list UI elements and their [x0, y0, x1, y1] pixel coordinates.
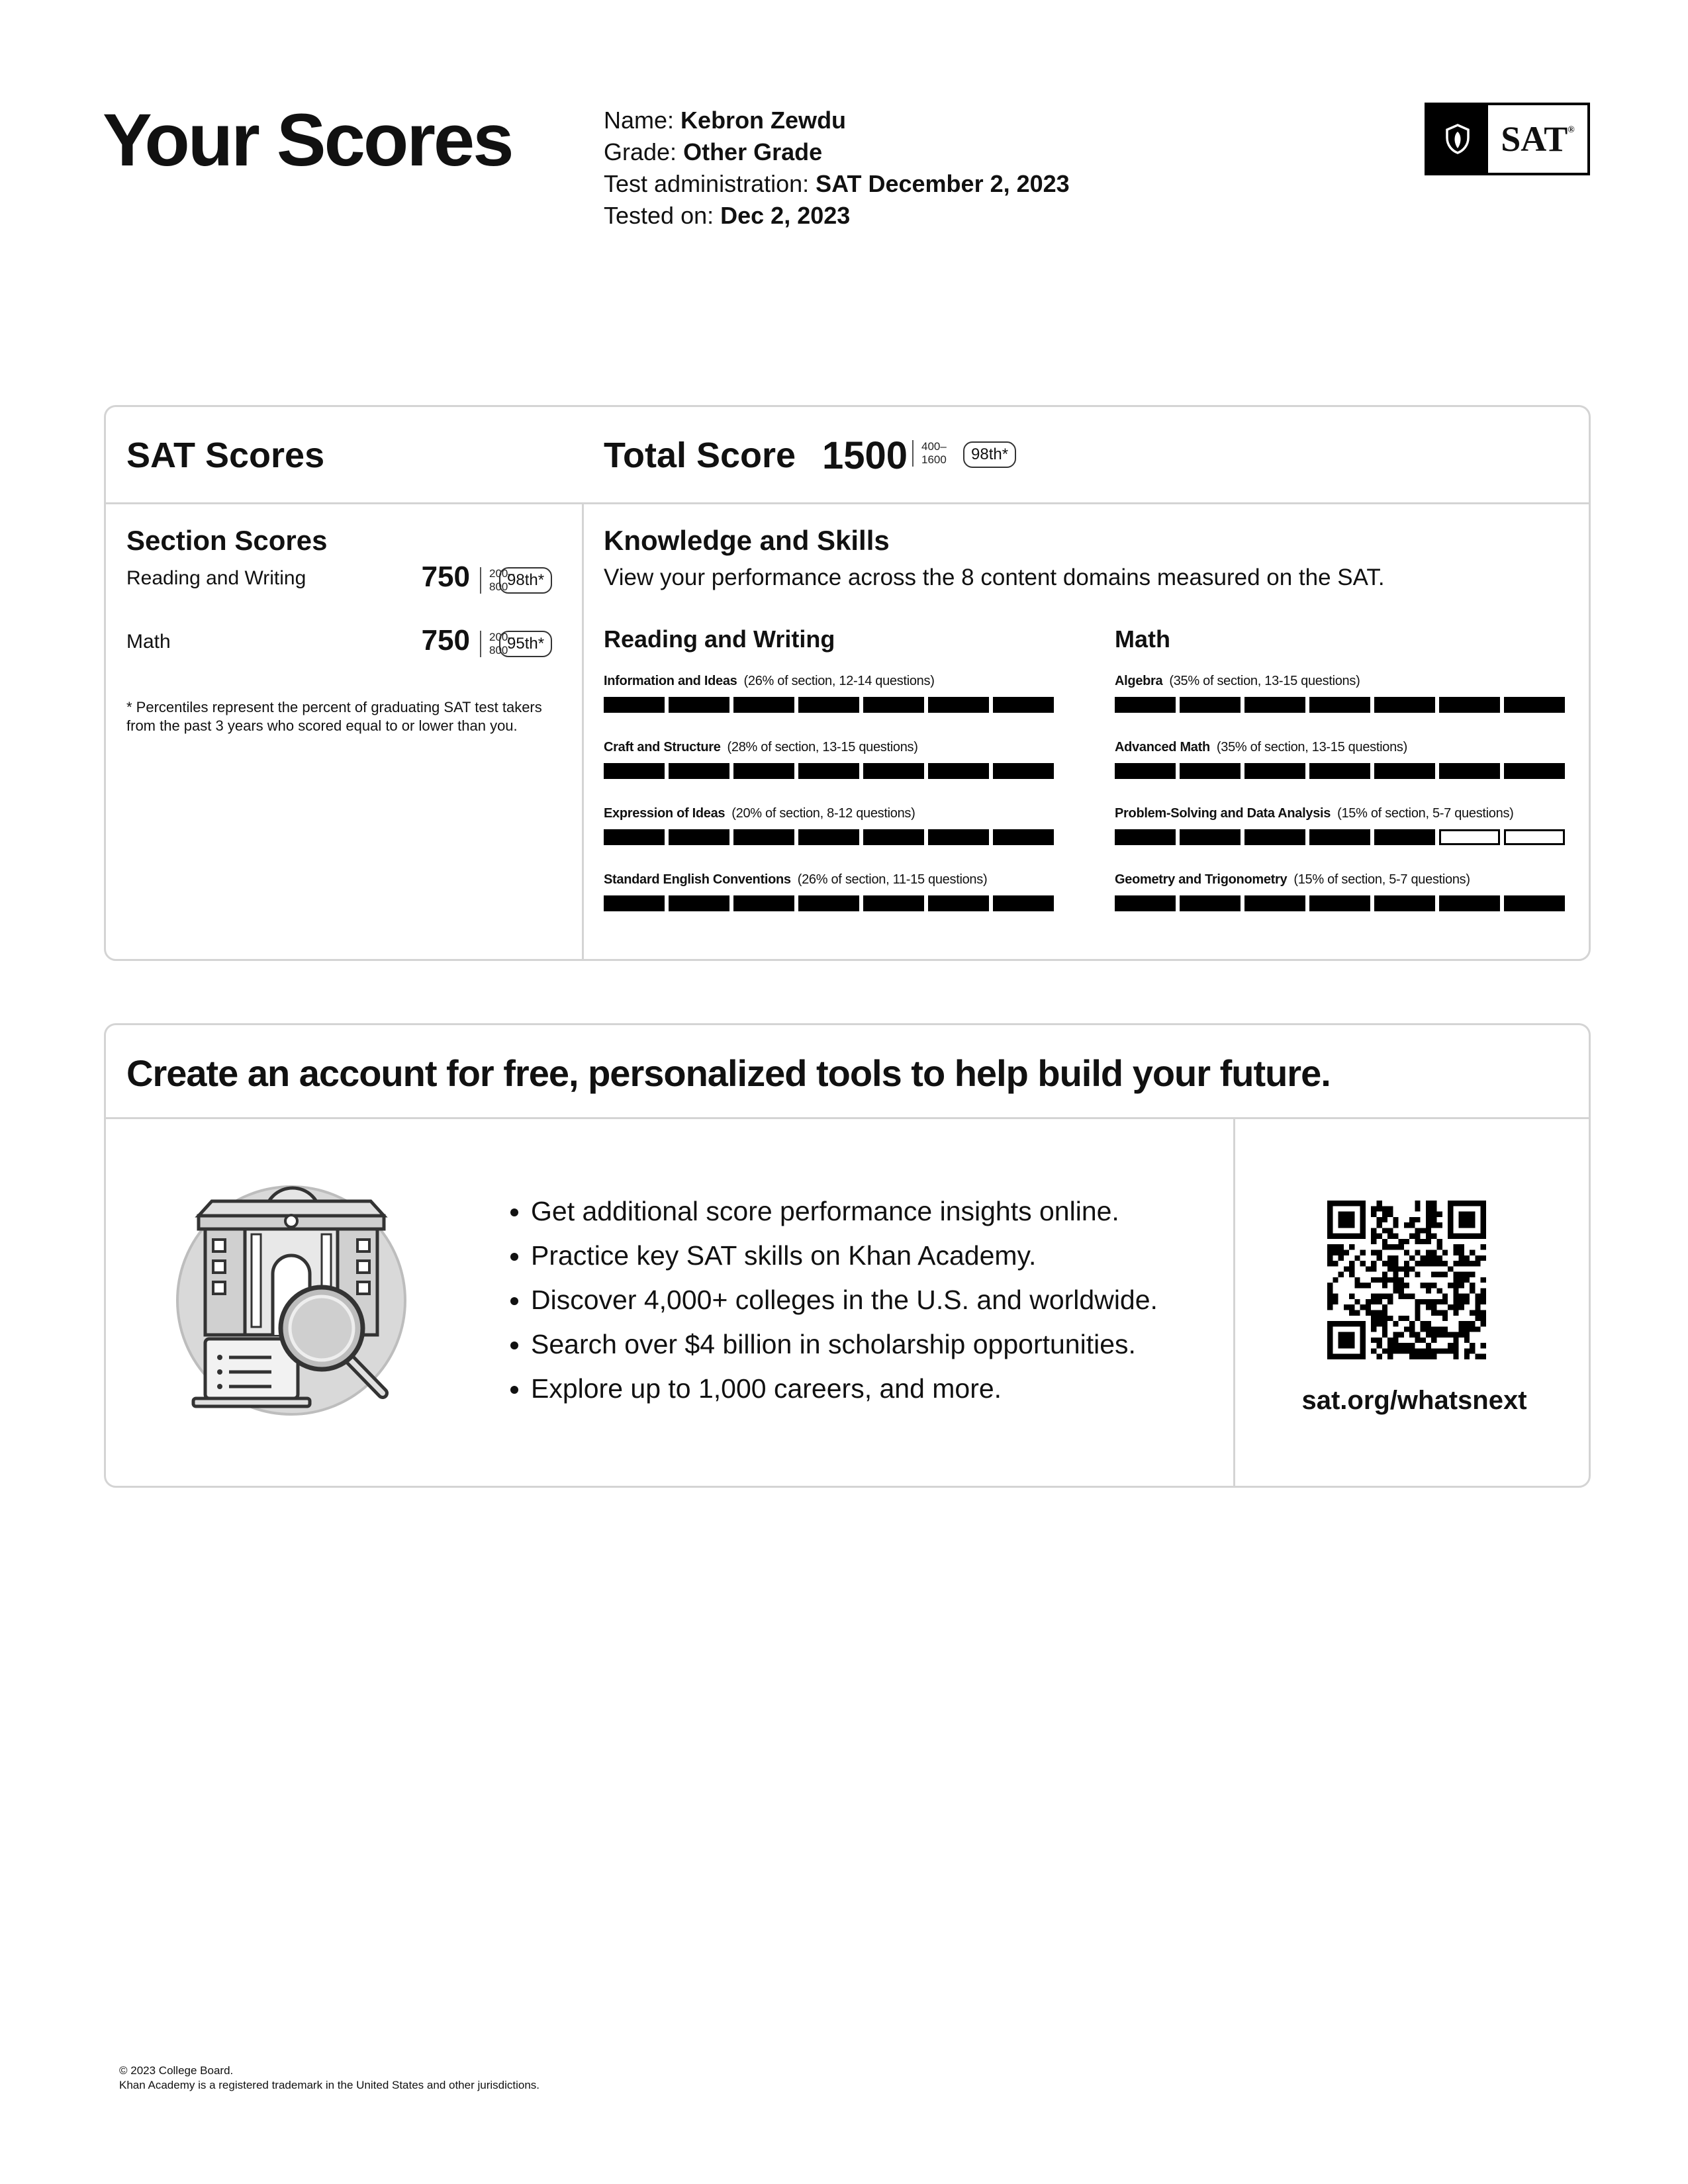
bar-segment-filled — [669, 763, 729, 779]
registered-mark: ® — [1568, 125, 1575, 135]
bar-segment-filled — [1504, 895, 1565, 911]
bar-segment-filled — [993, 895, 1054, 911]
domain-detail: (35% of section, 13-15 questions) — [1169, 674, 1360, 688]
section-score-math: 750 — [421, 624, 470, 657]
bar-segment-filled — [798, 697, 859, 713]
name-row — [604, 105, 1070, 136]
whats-next-link[interactable]: sat.org/whatsnext — [1301, 1386, 1527, 1415]
bar-segment-filled — [863, 697, 924, 713]
bar-segment-filled — [1115, 829, 1176, 845]
range-low: 400– — [921, 440, 947, 453]
total-score-value: 1500 — [822, 434, 908, 477]
name-label: Name: — [604, 107, 675, 134]
percentile-footnote: * Percentiles represent the percent of graduating SAT test takers from the past 3 years who scored equal to or lower than you. — [126, 699, 542, 734]
bar-segment-filled — [1309, 763, 1370, 779]
domain-detail: (20% of section, 8-12 questions) — [731, 806, 915, 821]
bar-segment-filled — [733, 829, 794, 845]
domain-information-and-ideas — [604, 674, 1054, 713]
grade-row — [604, 136, 1070, 168]
percentile-badge-math: 95th* — [499, 631, 552, 657]
domain-detail: (15% of section, 5-7 questions) — [1337, 806, 1514, 821]
bar-segment-filled — [993, 697, 1054, 713]
bar-segment-filled — [1309, 829, 1370, 845]
copyright-line: © 2023 College Board. — [119, 2064, 234, 2077]
bar-segment-filled — [928, 697, 989, 713]
bar-segment-empty — [1439, 829, 1500, 845]
bar-segment-filled — [928, 763, 989, 779]
bar-segment-filled — [798, 763, 859, 779]
sat-logo — [1425, 103, 1590, 175]
performance-bar — [1115, 829, 1565, 845]
test-administration: SAT December 2, 2023 — [816, 170, 1070, 197]
bar-segment-filled — [993, 829, 1054, 845]
performance-bar — [604, 829, 1054, 845]
domain-name: Expression of Ideas — [604, 806, 726, 821]
college-search-illustration-icon — [172, 1181, 437, 1420]
bar-segment-filled — [1115, 895, 1176, 911]
bar-segment-empty — [1504, 829, 1565, 845]
bar-segment-filled — [669, 697, 729, 713]
list-item: • Discover 4,000+ colleges in the U.S. and worldwide. — [531, 1278, 1158, 1322]
bar-segment-filled — [1244, 829, 1305, 845]
performance-bar — [604, 763, 1054, 779]
sat-wordmark-text: SAT — [1501, 119, 1568, 159]
knowledge-skills-heading: Knowledge and Skills — [604, 525, 890, 556]
domain-column-title: Reading and Writing — [604, 625, 835, 653]
account-heading: Create an account for free, personalized tools to help build your future. — [126, 1052, 1331, 1094]
bar-segment-filled — [604, 895, 665, 911]
sat-wordmark — [1488, 105, 1587, 173]
section-scores-heading: Section Scores — [126, 525, 328, 556]
grade-label: Grade: — [604, 138, 677, 165]
bar-segment-filled — [1439, 763, 1500, 779]
bar-segment-filled — [993, 763, 1054, 779]
divider — [106, 1117, 1589, 1119]
performance-bar — [1115, 895, 1565, 911]
domain-algebra — [1115, 674, 1565, 713]
tested-label: Tested on: — [604, 202, 714, 229]
section-score-reading-writing: 750 — [421, 561, 470, 593]
administration-row — [604, 168, 1070, 200]
bar-segment-filled — [798, 895, 859, 911]
total-score-range — [912, 440, 947, 467]
domain-name: Standard English Conventions — [604, 872, 791, 887]
tested-date: Dec 2, 2023 — [720, 202, 851, 229]
student-name: Kebron Zewdu — [680, 107, 847, 134]
total-percentile-badge: 98th* — [963, 441, 1016, 468]
bar-segment-filled — [1374, 829, 1435, 845]
bar-segment-filled — [863, 763, 924, 779]
bar-segment-filled — [1504, 697, 1565, 713]
knowledge-skills-description: View your performance across the 8 content domains measured on the SAT. — [604, 565, 1385, 590]
copyright-notice — [119, 2064, 539, 2093]
student-grade: Other Grade — [683, 138, 823, 165]
bar-segment-filled — [928, 829, 989, 845]
bar-segment-filled — [1374, 697, 1435, 713]
bar-segment-filled — [604, 763, 665, 779]
qr-code-icon — [1327, 1201, 1486, 1359]
domain-name: Algebra — [1115, 674, 1163, 688]
bar-segment-filled — [1180, 763, 1241, 779]
bar-segment-filled — [1439, 697, 1500, 713]
domain-detail: (28% of section, 13-15 questions) — [727, 740, 918, 754]
bar-segment-filled — [1244, 895, 1305, 911]
divider — [582, 502, 584, 961]
list-item: • Get additional score performance insights online. — [531, 1189, 1158, 1234]
bar-segment-filled — [1180, 697, 1241, 713]
bar-segment-filled — [1244, 697, 1305, 713]
domain-problem-solving-data-analysis — [1115, 806, 1565, 845]
account-panel — [104, 1023, 1591, 1488]
range-high: 800 — [489, 644, 508, 657]
bar-segment-filled — [669, 895, 729, 911]
bar-segment-filled — [1115, 763, 1176, 779]
list-item: • Explore up to 1,000 careers, and more. — [531, 1367, 1158, 1411]
bar-segment-filled — [863, 895, 924, 911]
bar-segment-filled — [733, 697, 794, 713]
bar-segment-filled — [1439, 895, 1500, 911]
bar-segment-filled — [1504, 763, 1565, 779]
bar-segment-filled — [863, 829, 924, 845]
range-low: 200– — [489, 567, 514, 580]
bar-segment-filled — [1180, 895, 1241, 911]
list-item: • Search over $4 billion in scholarship opportunities. — [531, 1322, 1158, 1367]
domain-detail: (26% of section, 12-14 questions) — [743, 674, 935, 688]
total-score-label: Total Score — [604, 435, 796, 475]
domain-geometry-trigonometry — [1115, 872, 1565, 911]
range-high: 800 — [489, 580, 508, 593]
percentile-badge-reading-writing: 98th* — [499, 567, 552, 594]
bar-segment-filled — [733, 895, 794, 911]
administration-label: Test administration: — [604, 170, 810, 197]
bar-segment-filled — [604, 697, 665, 713]
domain-detail: (35% of section, 13-15 questions) — [1216, 740, 1407, 754]
page-title: Your Scores — [103, 99, 512, 181]
bar-segment-filled — [1374, 763, 1435, 779]
divider — [106, 502, 1589, 504]
domain-expression-of-ideas — [604, 806, 1054, 845]
domain-name: Advanced Math — [1115, 740, 1210, 754]
scores-panel — [104, 405, 1591, 961]
performance-bar — [604, 697, 1054, 713]
sat-scores-heading: SAT Scores — [126, 435, 325, 475]
bar-segment-filled — [928, 895, 989, 911]
acorn-shield-icon — [1427, 105, 1488, 173]
domain-name: Problem-Solving and Data Analysis — [1115, 806, 1331, 821]
domain-name: Craft and Structure — [604, 740, 721, 754]
bar-segment-filled — [1309, 697, 1370, 713]
performance-bar — [604, 895, 1054, 911]
performance-bar — [1115, 697, 1565, 713]
domain-detail: (26% of section, 11-15 questions) — [797, 872, 988, 887]
domain-detail: (15% of section, 5-7 questions) — [1293, 872, 1470, 887]
bar-segment-filled — [604, 829, 665, 845]
divider — [1233, 1117, 1235, 1488]
bar-segment-filled — [1244, 763, 1305, 779]
domain-name: Information and Ideas — [604, 674, 737, 688]
bar-segment-filled — [1309, 895, 1370, 911]
benefits-list — [490, 1189, 1158, 1411]
bar-segment-filled — [1374, 895, 1435, 911]
bar-segment-filled — [1180, 829, 1241, 845]
domain-standard-english-conventions — [604, 872, 1054, 911]
domain-column-title: Math — [1115, 625, 1170, 653]
bar-segment-filled — [733, 763, 794, 779]
bar-segment-filled — [798, 829, 859, 845]
trademark-line: Khan Academy is a registered trademark in the United States and other jurisdictions. — [119, 2079, 540, 2091]
range-low: 200– — [489, 631, 514, 643]
performance-bar — [1115, 763, 1565, 779]
domain-advanced-math — [1115, 740, 1565, 779]
list-item: • Practice key SAT skills on Khan Academy. — [531, 1234, 1158, 1278]
tested-row — [604, 200, 1070, 232]
range-high: 1600 — [921, 453, 947, 466]
domain-name: Geometry and Trigonometry — [1115, 872, 1288, 887]
student-info — [604, 105, 1070, 232]
domain-craft-and-structure — [604, 740, 1054, 779]
section-label-reading-writing: Reading and Writing — [126, 567, 306, 589]
section-label-math: Math — [126, 631, 171, 653]
bar-segment-filled — [669, 829, 729, 845]
bar-segment-filled — [1115, 697, 1176, 713]
